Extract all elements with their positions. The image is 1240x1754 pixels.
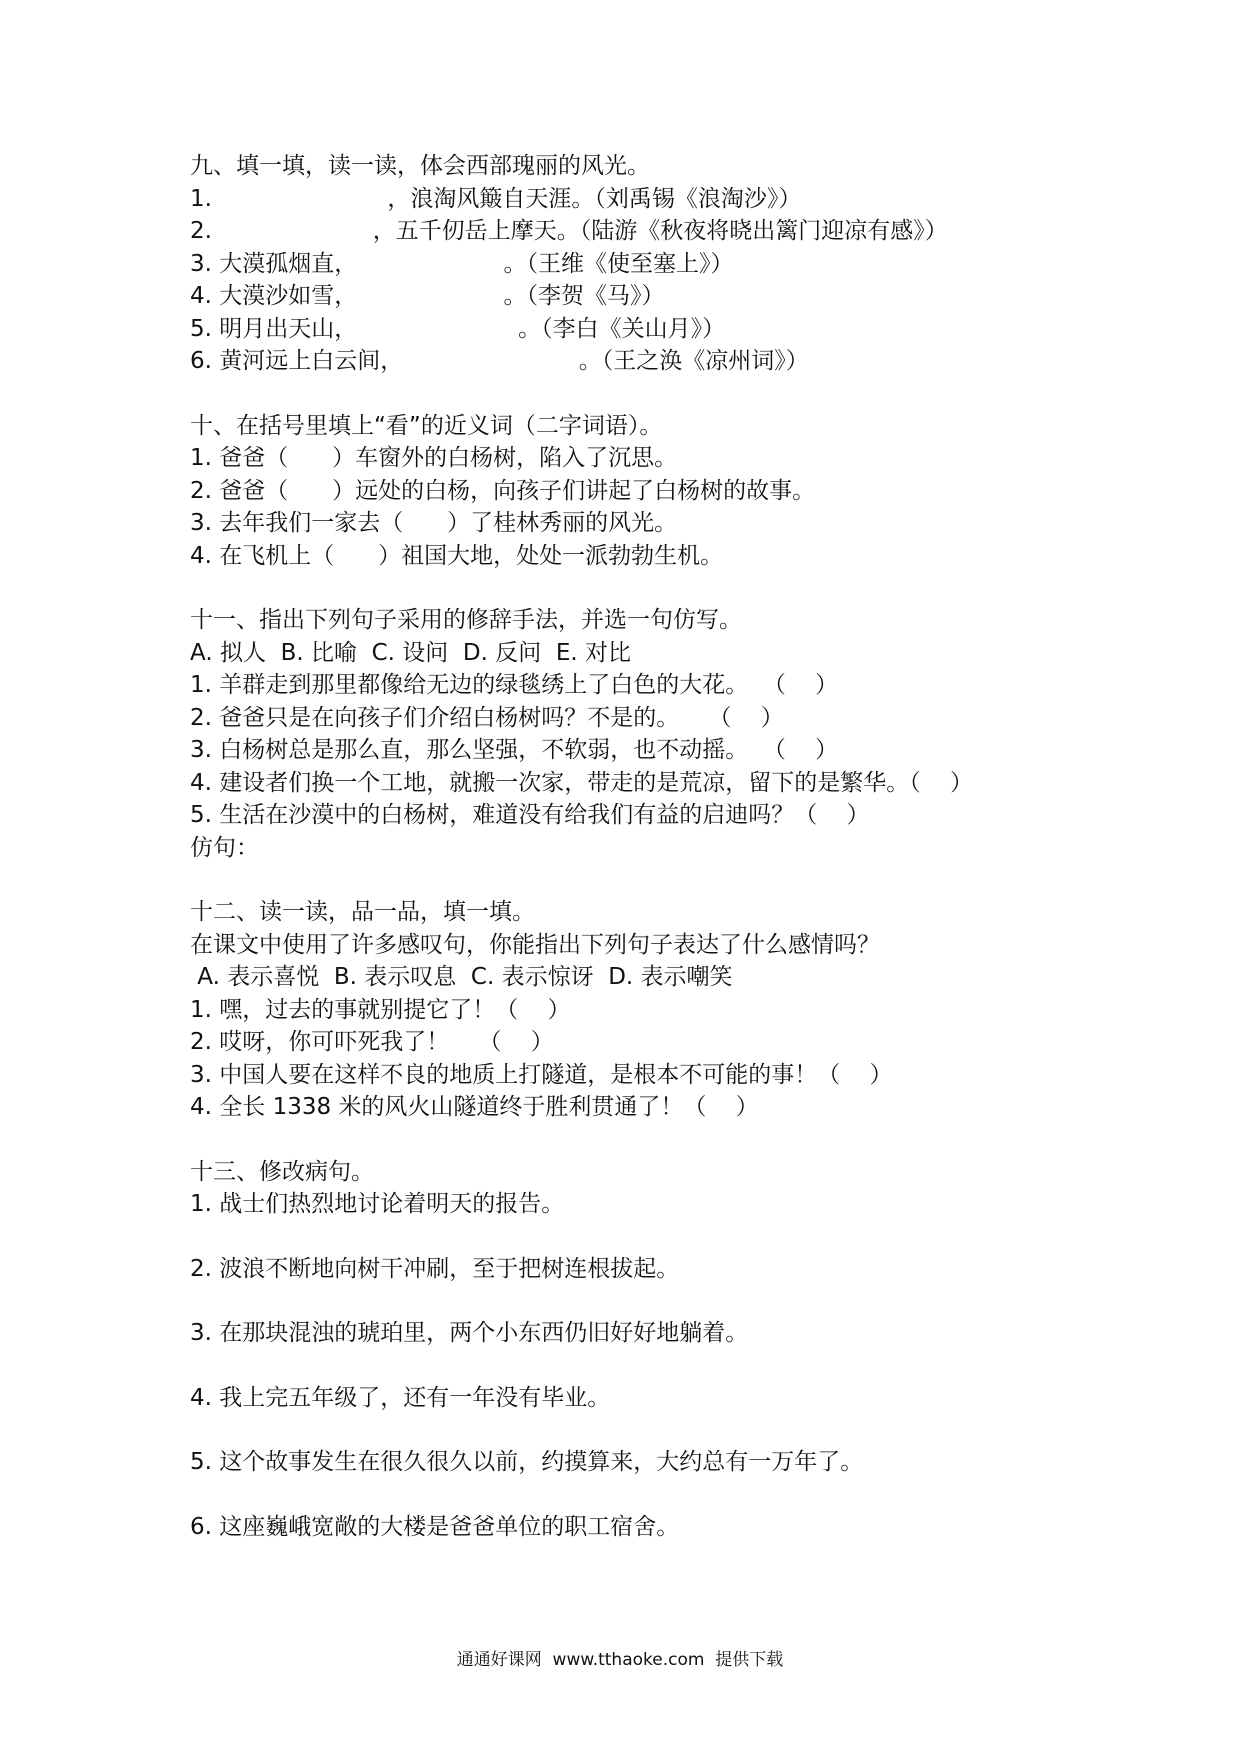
poem-fill-line: 5. 明月出天山， 。（李白《关山月》） — [190, 315, 726, 342]
question-line: 3. 去年我们一家去（ ）了桂林秀丽的风光。 — [190, 510, 678, 536]
poem-fill-line: 2. ，五千仞岳上摩天。（陆游《秋夜将晓出篱门迎凉有感》） — [190, 218, 948, 244]
section-12 — [190, 896, 1190, 1124]
question-line: 1. 羊群走到那里都像给无边的绿毯绣上了白色的大花。 （ ） — [190, 672, 839, 698]
section-heading: 九、填一填，读一读，体会西部瑰丽的风光。 — [190, 153, 650, 179]
sentence-line: 2. 波浪不断地向树干冲刷，至于把树连根拔起。 — [190, 1255, 680, 1282]
imitate-label: 仿句： — [190, 834, 259, 861]
sentence-line: 3. 在那块混浊的琥珀里，两个小东西仍旧好好地躺着。 — [190, 1320, 749, 1346]
section-heading: 十一、指出下列句子采用的修辞手法，并选一句仿写。 — [190, 607, 742, 633]
options-line: A. 拟人 B. 比喻 C. 设问 D. 反问 E. 对比 — [190, 639, 632, 666]
sentence-line: 6. 这座巍峨宽敞的大楼是爸爸单位的职工宿舍。 — [190, 1513, 680, 1540]
question-line: 5. 生活在沙漠中的白杨树，难道没有给我们有益的启迪吗？（ ） — [190, 802, 870, 828]
footer-credit: 通通好课网 www.tthaoke.com 提供下载 — [456, 1650, 784, 1670]
prompt-line: 在课文中使用了许多感叹句，你能指出下列句子表达了什么感情吗？ — [190, 931, 880, 958]
section-heading: 十三、修改病句。 — [190, 1158, 374, 1185]
section-heading: 十、在括号里填上“看”的近义词（二字词语）。 — [190, 412, 663, 439]
question-line: 4. 在飞机上（ ）祖国大地，处处一派勃勃生机。 — [190, 542, 724, 569]
poem-fill-line: 1. ，浪淘风簸自天涯。（刘禹锡《浪淘沙》） — [190, 185, 802, 212]
section-heading: 十二、读一读，品一品，填一填。 — [190, 899, 535, 925]
poem-fill-line: 6. 黄河远上白云间， 。（王之涣《凉州词》） — [190, 348, 809, 374]
poem-fill-line: 3. 大漠孤烟直， 。（王维《使至塞上》） — [190, 250, 734, 277]
sentence-line: 4. 我上完五年级了，还有一年没有毕业。 — [190, 1384, 611, 1411]
question-line: 4. 全长 1338 米的风火山隧道终于胜利贯通了！（ ） — [190, 1094, 759, 1120]
question-line: 2. 哎呀，你可吓死我了！ （ ） — [190, 1029, 554, 1055]
section-13 — [190, 1156, 1190, 1544]
question-line: 4. 建设者们换一个工地，就搬一次家，带走的是荒凉，留下的是繁华。（ ） — [190, 769, 973, 796]
question-line: 1. 爸爸（ ）车窗外的白杨树，陷入了沉思。 — [190, 445, 678, 471]
options-line: A. 表示喜悦 B. 表示叹息 C. 表示惊讶 D. 表示嘲笑 — [190, 964, 733, 990]
worksheet-page — [190, 150, 1190, 1575]
sentence-line: 5. 这个故事发生在很久很久以前，约摸算来，大约总有一万年了。 — [190, 1449, 864, 1475]
question-line: 2. 爸爸只是在向孩子们介绍白杨树吗？不是的。 （ ） — [190, 704, 784, 731]
section-11 — [190, 604, 1190, 864]
question-line: 3. 中国人要在这样不良的地质上打隧道，是根本不可能的事！（ ） — [190, 1061, 893, 1088]
sentence-line: 1. 战士们热烈地讨论着明天的报告。 — [190, 1191, 565, 1217]
question-line: 1. 嘿，过去的事就别提它了！（ ） — [190, 996, 571, 1023]
section-10 — [190, 410, 1190, 573]
poem-fill-line: 4. 大漠沙如雪， 。（李贺《马》） — [190, 283, 665, 309]
question-line: 2. 爸爸（ ）远处的白杨，向孩子们讲起了白杨树的故事。 — [190, 477, 816, 504]
section-9 — [190, 150, 1190, 378]
question-line: 3. 白杨树总是那么直，那么坚强，不软弱，也不动摇。 （ ） — [190, 737, 839, 763]
